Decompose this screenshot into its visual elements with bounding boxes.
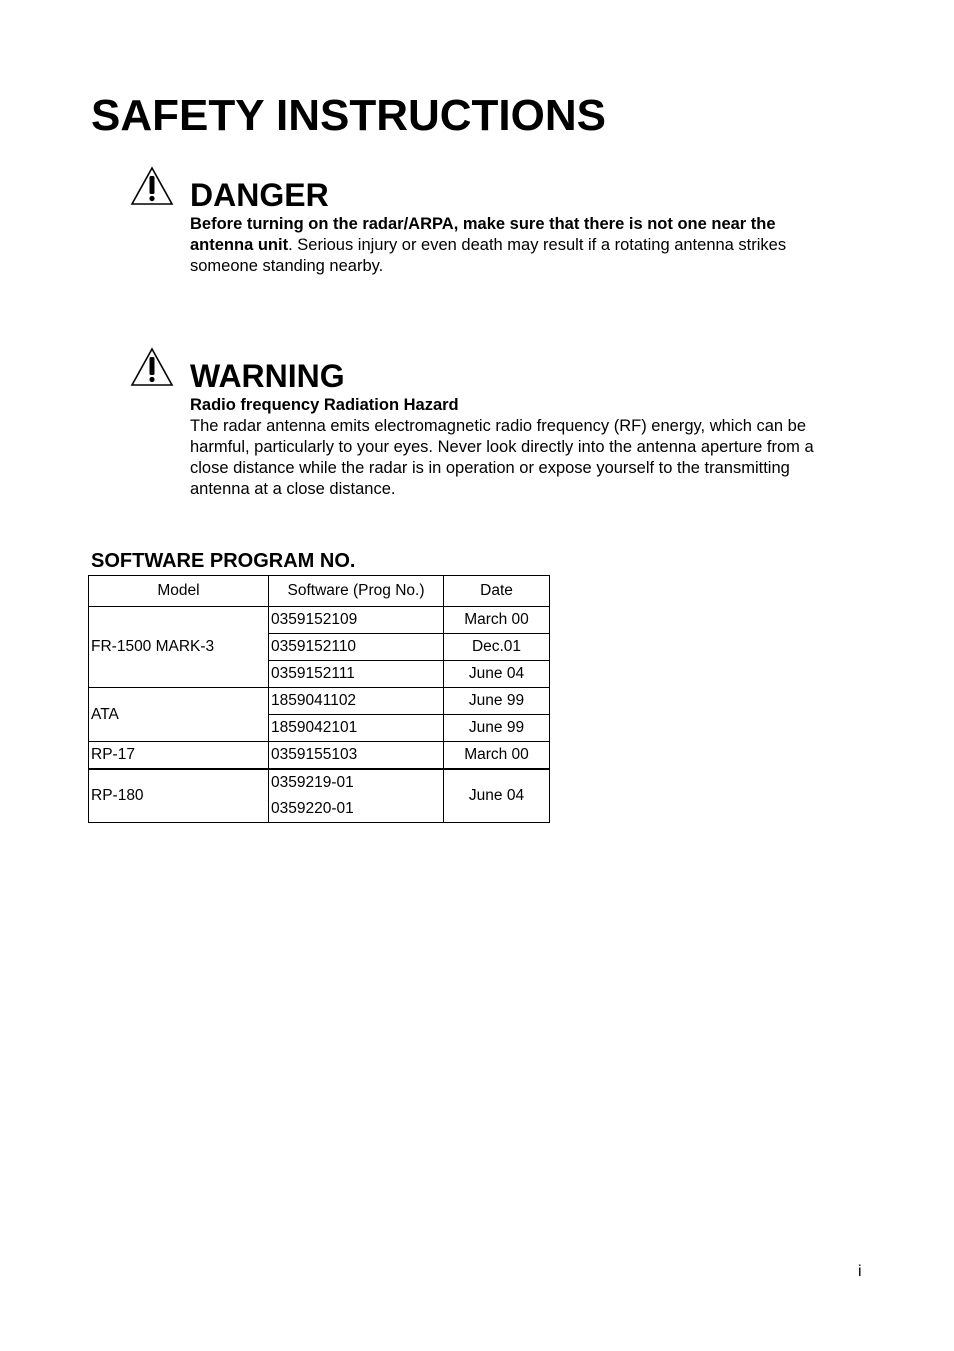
page-title: SAFETY INSTRUCTIONS: [91, 91, 607, 140]
date-cell: March 00: [444, 742, 550, 770]
software-cell: 0359152111: [269, 661, 444, 688]
software-line: 0359220-01: [271, 800, 354, 817]
software-cell: [269, 769, 444, 823]
date-cell: June 99: [444, 688, 550, 715]
header-model: Model: [89, 576, 269, 607]
header-date: Date: [444, 576, 550, 607]
software-section-title: SOFTWARE PROGRAM NO.: [91, 550, 356, 572]
date-cell: June 04: [444, 661, 550, 688]
model-cell: FR-1500 MARK-3: [89, 607, 269, 688]
table-row: [89, 688, 550, 715]
table-row: [89, 769, 550, 823]
date-cell: Dec.01: [444, 634, 550, 661]
warning-subtitle: Radio frequency Radiation Hazard: [190, 396, 459, 414]
table-row: [89, 742, 550, 770]
warning-triangle-icon: [130, 166, 174, 206]
warning-title: WARNING: [190, 358, 345, 394]
danger-lead: Before turning on the radar/ARPA, make sure that there is not one near the antenna unit: [190, 215, 776, 254]
warning-triangle-icon: [130, 347, 174, 387]
software-cell: 0359152110: [269, 634, 444, 661]
danger-title: DANGER: [190, 177, 329, 213]
table-row: [89, 607, 550, 634]
warning-text: [190, 395, 835, 500]
page-number: i: [858, 1263, 862, 1280]
software-cell: 0359152109: [269, 607, 444, 634]
model-cell: ATA: [89, 688, 269, 742]
model-cell: RP-180: [89, 769, 269, 823]
header-software: Software (Prog No.): [269, 576, 444, 607]
date-cell: March 00: [444, 607, 550, 634]
date-cell: June 04: [444, 769, 550, 823]
software-cell: 1859042101: [269, 715, 444, 742]
software-line: 0359219-01: [271, 774, 354, 791]
software-cell: 0359155103: [269, 742, 444, 770]
warning-body: The radar antenna emits electromagnetic radio frequency (RF) energy, which can be harmful, particularly to your eyes. Never look directly into the antenna aperture from a close distance while the radar is in operation or expose yourself to the transmitting antenna at a close distance.: [190, 417, 814, 498]
software-cell: 1859041102: [269, 688, 444, 715]
model-cell: RP-17: [89, 742, 269, 770]
danger-text: [190, 214, 835, 277]
table-header-row: [89, 576, 550, 607]
software-table: [88, 575, 550, 823]
date-cell: June 99: [444, 715, 550, 742]
danger-body: . Serious injury or even death may result if a rotating antenna strikes someone standing nearby.: [190, 236, 787, 275]
